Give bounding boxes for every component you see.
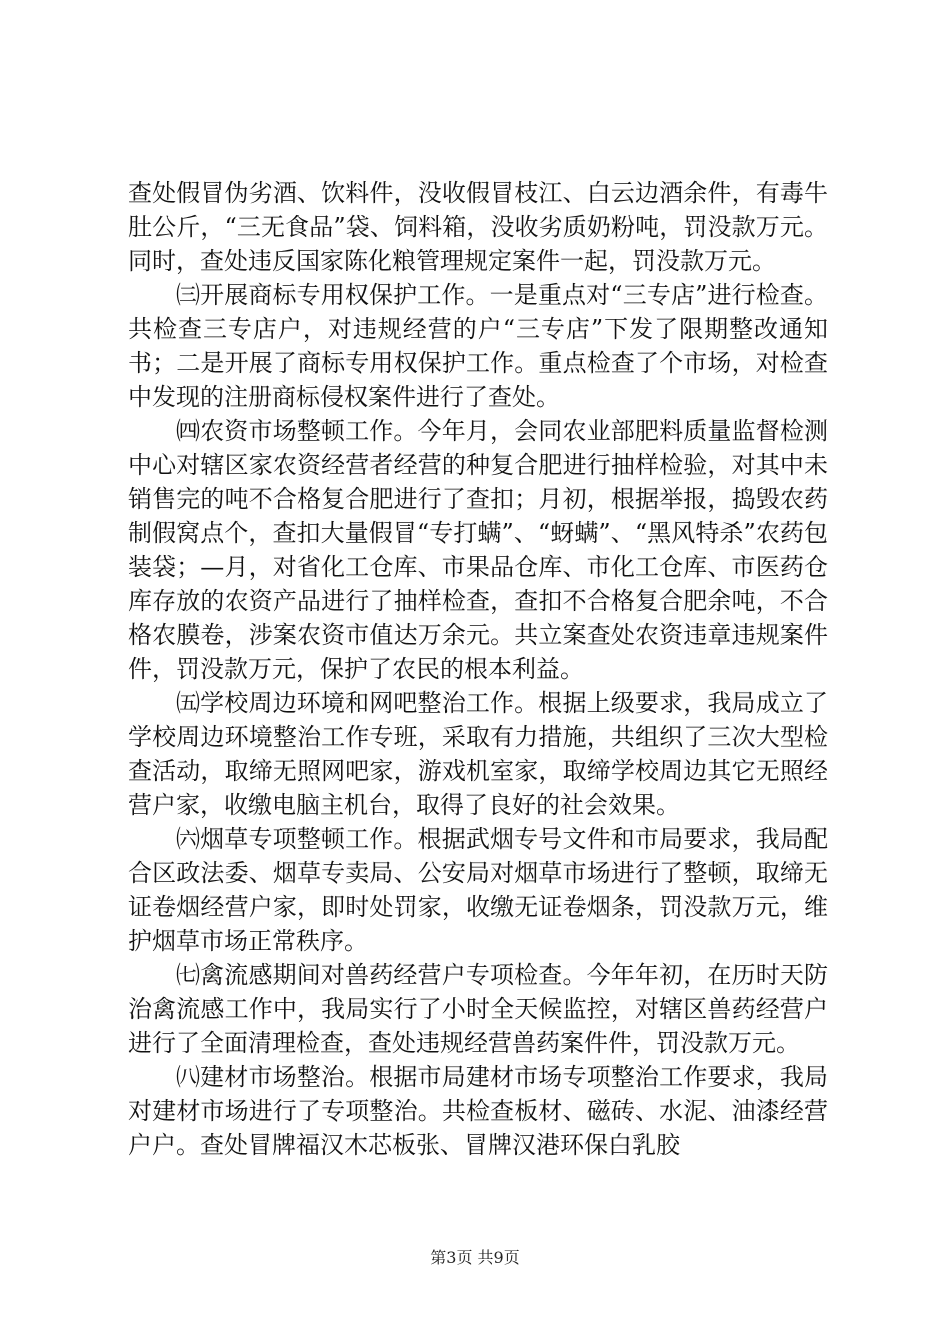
paragraph-agricultural-market: ㈣农资市场整顿工作。今年月，会同农业部肥料质量监督检测中心对辖区家农资经营者经营的种复合肥进行抽样检验，对其中未销售完的吨不合格复合肥进行了查扣；月初，根据举报，捣毁农药制假窝点个，查扣大量假冒“专打螨”、“蚜螨”、“黑风特杀”农药包装袋；—月，对省化工仓库、市果品仓库、市化工仓库、市医药仓库存放的农资产品进行了抽样检查，查扣不合格复合肥余吨，不合格农膜卷，涉案农资市值达万余元。共立案查处农资违章违规案件件，罚没款万元，保护了农民的根本利益。	[128, 417, 828, 683]
paragraph-continuation: 查处假冒伪劣酒、饮料件，没收假冒枝江、白云边酒余件，有毒牛肚公斤，“三无食品”袋、饲料箱，没收劣质奶粉吨，罚没款万元。同时，查处违反国家陈化粮管理规定案件一起，罚没款万元。	[128, 179, 828, 275]
paragraph-school-internet-cafe: ㈤学校周边环境和网吧整治工作。根据上级要求，我局成立了学校周边环境整治工作专班，采取有力措施，共组织了三次大型检查活动，取缔无照网吧家，游戏机室家，取缔学校周边其它无照经营户家，收缴电脑主机台，取得了良好的社会效果。	[128, 689, 828, 819]
document-body	[128, 176, 828, 1162]
paragraph-tobacco: ㈥烟草专项整顿工作。根据武烟专号文件和市局要求，我局配合区政法委、烟草专卖局、公安局对烟草市场进行了整顿，取缔无证卷烟经营户家，即时处罚家，收缴无证卷烟条，罚没款万元，维护烟草市场正常秩序。	[128, 825, 828, 955]
page-footer: 第3页 共9页	[430, 1248, 520, 1267]
paragraph-trademark-protection: ㈢开展商标专用权保护工作。一是重点对“三专店”进行检查。共检查三专店户，对违规经营的户“三专店”下发了限期整改通知书；二是开展了商标专用权保护工作。重点检查了个市场，对检查中发现的注册商标侵权案件进行了查处。	[128, 281, 828, 411]
paragraph-building-materials: ㈧建材市场整治。根据市局建材市场专项整治工作要求，我局对建材市场进行了专项整治。共检查板材、磁砖、水泥、油漆经营户户。查处冒牌福汉木芯板张、冒牌汉港环保白乳胶	[128, 1063, 828, 1159]
paragraph-bird-flu-veterinary: ㈦禽流感期间对兽药经营户专项检查。今年年初，在历时天防治禽流感工作中，我局实行了小时全天候监控，对辖区兽药经营户进行了全面清理检查，查处违规经营兽药案件件，罚没款万元。	[128, 961, 828, 1057]
